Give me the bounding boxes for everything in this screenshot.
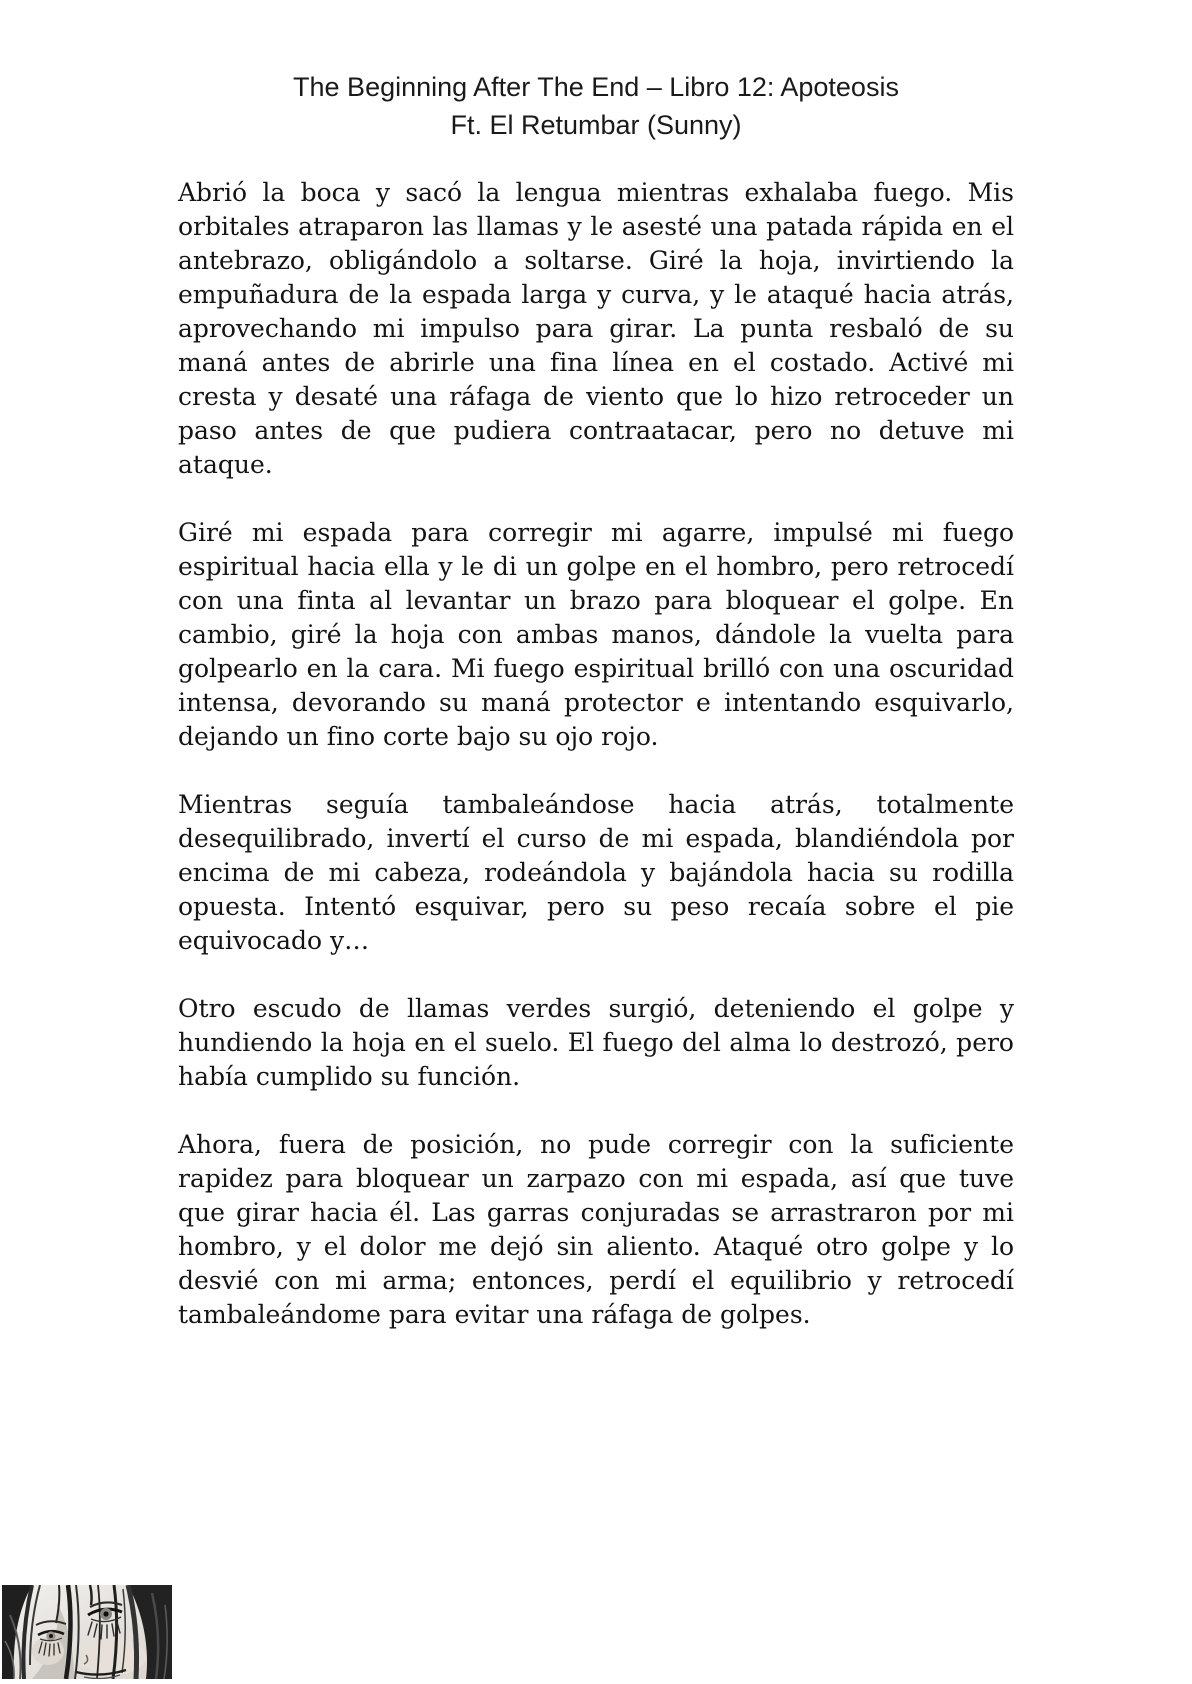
paragraph: Abrió la boca y sacó la lengua mientras exhalaba fuego. Mis orbitales atraparon las llamas y le asesté una patada rápida en el antebrazo, obligándolo a soltarse. Giré la hoja, invirtiendo la empuñadura de la espada larga y curva, y le ataqué hacia atrás, aprovechando mi impulso para girar. La punta resbaló de su maná antes de abrirle una fina línea en el costado. Activé mi cresta y desaté una ráfaga de viento que lo hizo retroceder un paso antes de que pudiera contraatacar, pero no detuve mi ataque. [178, 178, 1014, 479]
paragraph: Giré mi espada para corregir mi agarre, impulsé mi fuego espiritual hacia ella y le di un golpe en el hombro, pero retrocedí con una finta al levantar un brazo para bloquear el golpe. En cambio, giré la hoja con ambas manos, dándole la vuelta para golpearlo en la cara. Mi fuego espiritual brilló con una oscuridad intensa, devorando su maná protector e intentando esquivarlo, dejando un fino corte bajo su ojo rojo. [178, 518, 1014, 751]
paragraph: Mientras seguía tambaleándose hacia atrás, totalmente desequilibrado, invertí el curso de mi espada, blandiéndola por encima de mi cabeza, rodeándola y bajándola hacia su rodilla opuesta. Intentó esquivar, pero su peso recaía sobre el pie equivocado y… [178, 790, 1014, 955]
title-line-2: Ft. El Retumbar (Sunny) [450, 110, 742, 140]
manga-face-illustration [2, 1585, 172, 1679]
document-body [178, 176, 1014, 1332]
paragraph: Otro escudo de llamas verdes surgió, deteniendo el golpe y hundiendo la hoja en el suelo. El fuego del alma lo destrozó, pero había cumplido su función. [178, 994, 1014, 1091]
paragraph: Ahora, fuera de posición, no pude corregir con la suficiente rapidez para bloquear un zarpazo con mi espada, así que tuve que girar hacia él. Las garras conjuradas se arrastraron por mi hombro, y el dolor me dejó sin aliento. Ataqué otro golpe y lo desvié con mi arma; entonces, perdí el equilibrio y retrocedí tambaleándome para evitar una ráfaga de golpes. [178, 1130, 1014, 1329]
manga-face-image [2, 1585, 172, 1679]
title-line-1: The Beginning After The End – Libro 12: Apoteosis [293, 72, 899, 102]
document-title [0, 68, 1192, 144]
